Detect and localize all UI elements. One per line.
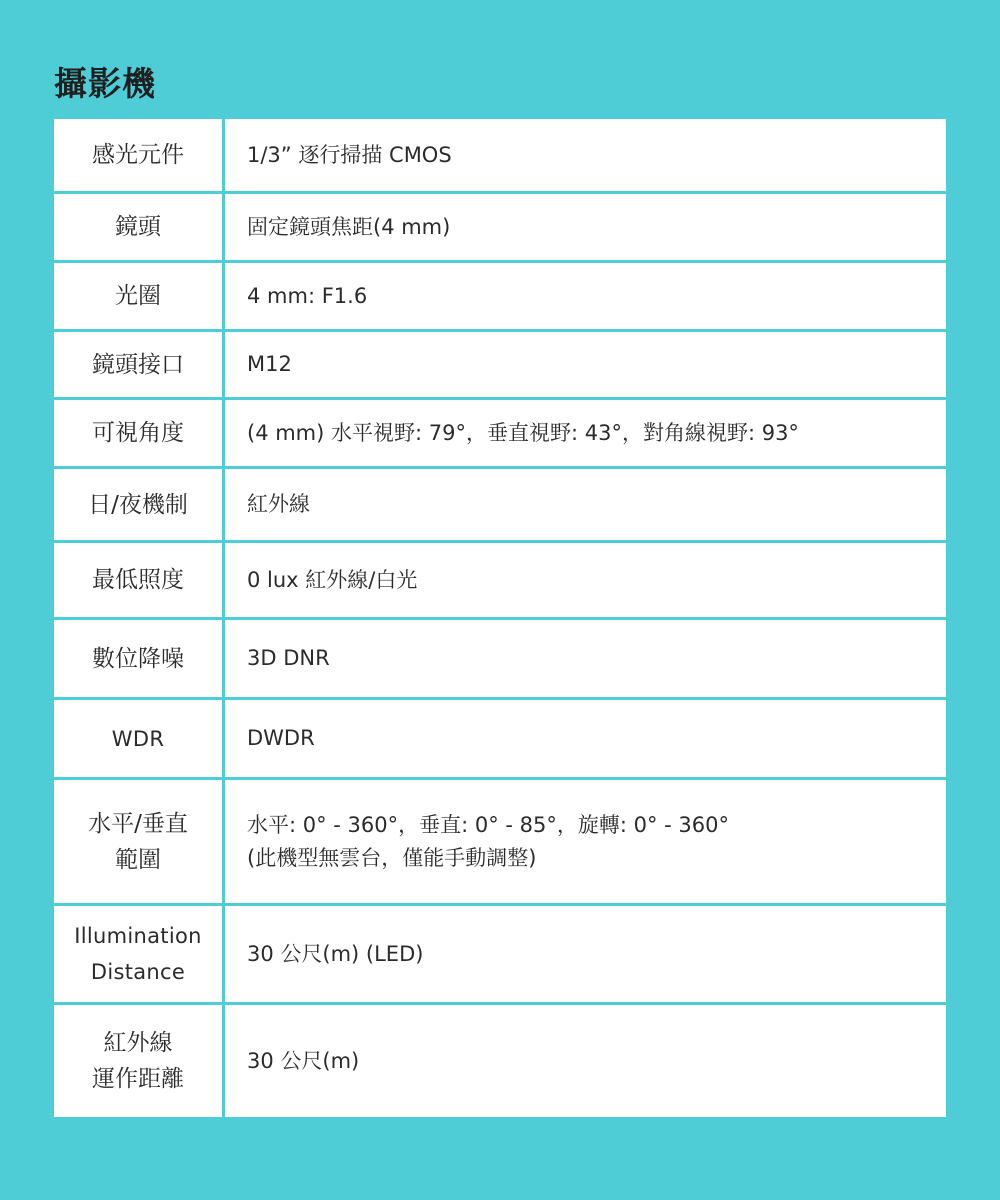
spec-row-sensor [54,119,946,191]
spec-row-wdr [54,700,946,777]
spec-row-lens [54,194,946,260]
spec-label-line: 數位降噪 [92,645,184,672]
spec-label [54,1005,222,1117]
spec-label [54,469,222,540]
spec-label-line: 光圈 [115,283,161,309]
spec-label [54,700,222,777]
spec-row-illumination-distance [54,906,946,1002]
spec-row-min-illumination [54,543,946,617]
spec-label [54,543,222,617]
spec-value [225,400,946,466]
spec-row-noise-reduction [54,620,946,697]
spec-value-line: 0 lux 紅外線/白光 [247,567,418,592]
spec-value-line: DWDR [247,726,315,750]
spec-value [225,119,946,191]
spec-value-line: 30 公尺(m) (LED) [247,941,424,966]
spec-label-line: 運作距離 [92,1066,184,1092]
page-title: 攝影機 [54,64,156,103]
spec-value-line: 紅外線 [247,492,310,516]
spec-value-line: (此機型無雲台，僅能手動調整) [247,845,537,870]
spec-value [225,1005,946,1117]
spec-value [225,332,946,397]
spec-row-field-of-view [54,400,946,466]
spec-value [225,620,946,697]
spec-value [225,700,946,777]
spec-table [54,119,946,1117]
spec-row-pan-tilt-range [54,780,946,903]
spec-label-line: 鏡頭 [115,214,161,240]
spec-value [225,194,946,260]
spec-label-line: Distance [90,960,186,984]
spec-label [54,119,222,191]
spec-value-line: 3D DNR [247,646,330,670]
spec-value-line: 30 公尺(m) [247,1048,360,1073]
spec-row-lens-mount [54,332,946,397]
spec-label [54,332,222,397]
spec-label [54,194,222,260]
spec-value [225,543,946,617]
spec-label-line: WDR [111,726,165,751]
spec-value-line: 1/3” 逐行掃描 CMOS [247,142,452,167]
spec-value [225,906,946,1002]
spec-label-line: Illumination [74,924,202,948]
spec-label-line: 鏡頭接口 [92,351,184,378]
spec-value [225,263,946,329]
spec-label-line: 日/夜機制 [88,491,188,518]
spec-label-line: 範圍 [115,846,161,873]
spec-label-line: 紅外線 [103,1030,173,1056]
spec-label [54,906,222,1002]
spec-label [54,620,222,697]
spec-value-line: M12 [247,352,292,376]
spec-label-line: 感光元件 [92,142,184,168]
spec-row-day-night [54,469,946,540]
spec-label [54,263,222,329]
spec-label [54,780,222,903]
spec-label-line: 水平/垂直 [88,810,188,837]
spec-value-line: (4 mm) 水平視野: 79°，垂直視野: 43°，對角線視野: 93° [247,420,799,445]
spec-row-aperture [54,263,946,329]
spec-value-line: 固定鏡頭焦距(4 mm) [247,214,451,239]
spec-label [54,400,222,466]
spec-value [225,469,946,540]
spec-row-ir-distance [54,1005,946,1117]
spec-label-line: 可視角度 [92,420,184,446]
spec-label-line: 最低照度 [92,567,184,593]
spec-value-line: 水平: 0° - 360°，垂直: 0° - 85°，旋轉: 0° - 360° [247,812,730,837]
spec-value [225,780,946,903]
spec-value-line: 4 mm: F1.6 [247,283,368,308]
